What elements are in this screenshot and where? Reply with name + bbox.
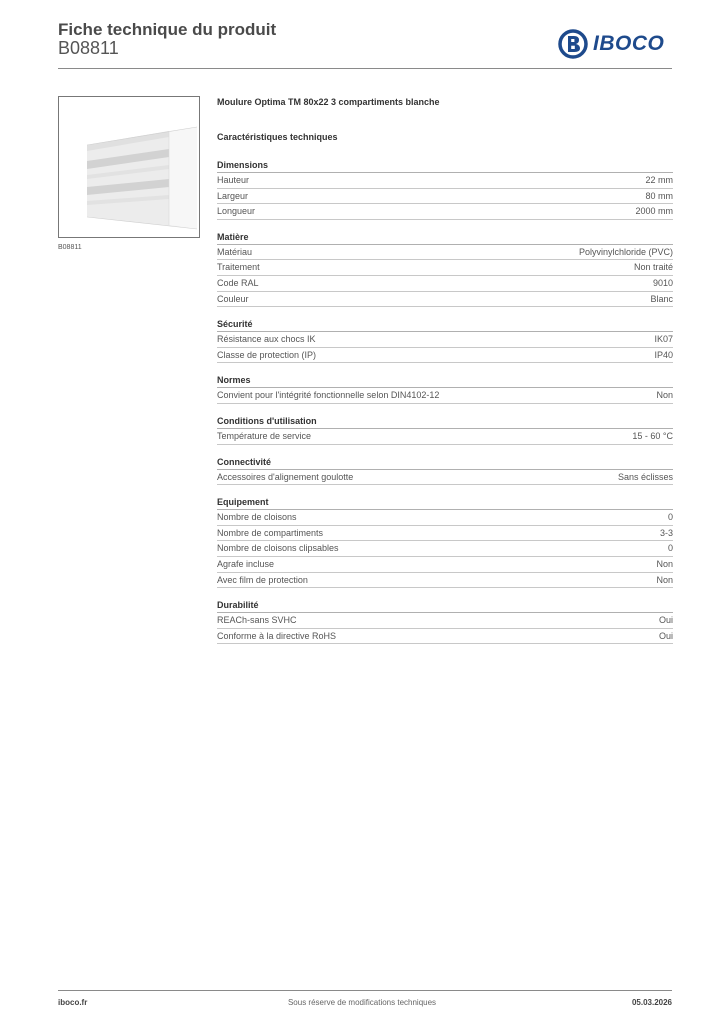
section-title: Matière (217, 230, 673, 245)
spec-label: Conforme à la directive RoHS (217, 630, 337, 641)
image-caption: B08811 (58, 244, 82, 251)
spec-sections (217, 158, 673, 644)
spec-value: 80 mm (645, 190, 673, 201)
spec-label: Nombre de cloisons clipsables (217, 543, 339, 554)
spec-label: Nombre de cloisons (217, 512, 297, 523)
spec-value: 0 (667, 543, 673, 554)
spec-section (217, 495, 673, 588)
spec-label: Largeur (217, 190, 249, 201)
brand-logo[interactable] (558, 29, 664, 59)
spec-row (217, 189, 673, 205)
section-title: Dimensions (217, 158, 673, 173)
spec-label: Convient pour l'intégrité fonctionnelle selon DIN4102-12 (217, 390, 440, 401)
tech-heading: Caractéristiques techniques (217, 132, 338, 142)
spec-value: Polyvinylchloride (PVC) (578, 246, 673, 257)
product-image (58, 96, 200, 238)
cable-trunking-illustration (59, 97, 199, 237)
spec-row (217, 348, 673, 364)
spec-section (217, 230, 673, 307)
section-title: Conditions d'utilisation (217, 414, 673, 429)
spec-row (217, 204, 673, 220)
spec-content (217, 96, 673, 654)
spec-row (217, 573, 673, 589)
footer-website-link[interactable]: iboco.fr (58, 998, 88, 1007)
spec-row (217, 526, 673, 542)
spec-label: Température de service (217, 430, 312, 441)
spec-section (217, 414, 673, 445)
spec-label: Résistance aux chocs IK (217, 334, 316, 345)
spec-value: 15 - 60 °C (632, 430, 673, 441)
spec-section (217, 373, 673, 404)
spec-row (217, 429, 673, 445)
spec-row (217, 173, 673, 189)
spec-label: Agrafe incluse (217, 558, 275, 569)
spec-value: Oui (658, 615, 673, 626)
spec-row (217, 260, 673, 276)
spec-value: Blanc (650, 293, 673, 304)
spec-section (217, 455, 673, 486)
spec-value: Non (656, 390, 673, 401)
spec-value: IP40 (654, 349, 673, 360)
footer-divider (58, 990, 672, 991)
spec-row (217, 510, 673, 526)
spec-row (217, 276, 673, 292)
spec-row (217, 541, 673, 557)
spec-value: IK07 (654, 334, 673, 345)
spec-value: 0 (667, 512, 673, 523)
product-code: B08811 (58, 38, 119, 58)
spec-value: Non (656, 574, 673, 585)
footer-note: Sous réserve de modifications techniques (287, 998, 437, 1007)
spec-label: Code RAL (217, 277, 259, 288)
section-title: Equipement (217, 495, 673, 510)
spec-value: 3-3 (659, 527, 673, 538)
spec-row (217, 388, 673, 404)
logo-wordmark: IBOCO (593, 32, 665, 55)
spec-value: Oui (658, 630, 673, 641)
spec-label: Longueur (217, 206, 256, 217)
spec-row (217, 292, 673, 308)
iboco-logo-icon (558, 29, 588, 59)
spec-value: 9010 (652, 277, 673, 288)
spec-value: Sans éclisses (617, 471, 673, 482)
spec-label: Traitement (217, 262, 260, 273)
spec-row (217, 557, 673, 573)
spec-row (217, 629, 673, 645)
spec-value: Non (656, 558, 673, 569)
header-divider (58, 68, 672, 69)
spec-row (217, 613, 673, 629)
section-title: Sécurité (217, 317, 673, 332)
section-title: Connectivité (217, 455, 673, 470)
spec-section (217, 158, 673, 220)
spec-label: Avec film de protection (217, 574, 308, 585)
spec-value: 22 mm (645, 175, 673, 185)
spec-label: REACh-sans SVHC (217, 615, 297, 626)
spec-value: 2000 mm (635, 206, 673, 217)
footer-date: 05.03.2026 (631, 998, 672, 1007)
spec-label: Nombre de compartiments (217, 527, 324, 538)
spec-label: Hauteur (217, 175, 250, 185)
spec-section (217, 317, 673, 363)
spec-section (217, 598, 673, 644)
spec-label: Matériau (217, 246, 253, 257)
page-title: Fiche technique du produit (58, 20, 277, 39)
section-title: Durabilité (217, 598, 673, 613)
spec-row (217, 332, 673, 348)
spec-row (217, 470, 673, 486)
spec-row (217, 245, 673, 261)
product-name: Moulure Optima TM 80x22 3 compartiments blanche (217, 97, 440, 107)
spec-label: Couleur (217, 293, 249, 304)
spec-label: Classe de protection (IP) (217, 349, 317, 360)
spec-label: Accessoires d'alignement goulotte (217, 471, 354, 482)
section-title: Normes (217, 373, 673, 388)
spec-value: Non traité (633, 262, 673, 273)
